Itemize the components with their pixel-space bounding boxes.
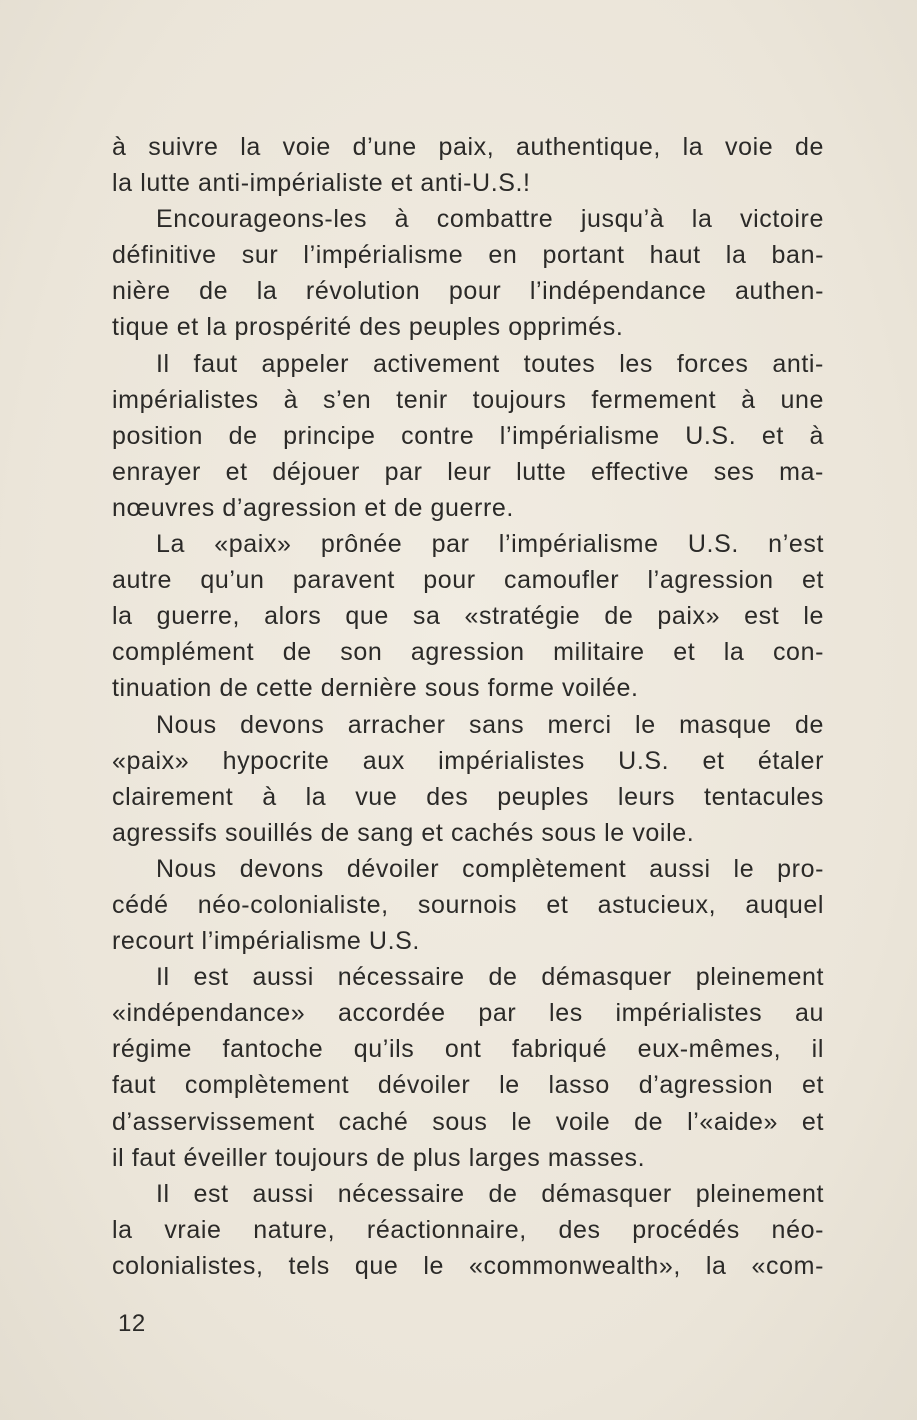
text-line: définitive sur l’impérialisme en portant haut la ban- [112,241,824,270]
text-line: impérialistes à s’en tenir toujours fermement à une [112,385,824,414]
text-line: tique et la prospérité des peuples opprimés. [112,313,624,342]
text-line: autre qu’un paravent pour camoufler l’agression et [112,566,824,595]
text-line: Encourageons-les à combattre jusqu’à la victoire [156,205,824,234]
text-line: Il est aussi nécessaire de démasquer pleinement [156,963,824,992]
text-line: Il est aussi nécessaire de démasquer pleinement [156,1179,824,1208]
text-line: complément de son agression militaire et la con- [112,638,824,667]
text-line: nière de la révolution pour l’indépendance authen- [112,277,824,306]
text-line: faut complètement dévoiler le lasso d’agression et [112,1071,824,1100]
text-line: la lutte anti-impérialiste et anti-U.S.! [112,169,531,198]
text-line: régime fantoche qu’ils ont fabriqué eux-mêmes, il [112,1035,824,1064]
text-line: nœuvres d’agression et de guerre. [112,493,514,522]
text-line: colonialistes, tels que le «commonwealth», la «com- [112,1251,824,1280]
text-line: La «paix» prônée par l’impérialisme U.S. n’est [156,530,824,559]
page-number: 12 [118,1310,146,1337]
text-line: la guerre, alors que sa «stratégie de paix» est le [112,602,824,631]
text-line: Il faut appeler activement toutes les forces anti- [156,349,824,378]
body-text [112,129,824,1284]
text-line: Nous devons dévoiler complètement aussi le pro- [156,854,824,883]
text-line: position de principe contre l’impérialisme U.S. et à [112,421,824,450]
text-line: Nous devons arracher sans merci le masque de [156,710,824,739]
text-line: à suivre la voie d’une paix, authentique, la voie de [112,133,824,161]
text-line: il faut éveiller toujours de plus larges masses. [112,1143,646,1172]
text-line: la vraie nature, réactionnaire, des procédés néo- [112,1215,824,1244]
text-line: agressifs souillés de sang et cachés sous le voile. [112,818,695,847]
text-line: d’asservissement caché sous le voile de l’«aide» et [112,1107,824,1136]
text-line: «paix» hypocrite aux impérialistes U.S. et étaler [112,746,824,775]
text-line: cédé néo-colonialiste, sournois et astucieux, auquel [112,890,824,919]
text-line: enrayer et déjouer par leur lutte effective ses ma- [112,457,824,486]
text-line: recourt l’impérialisme U.S. [112,927,420,956]
text-line: tinuation de cette dernière sous forme voilée. [112,674,639,703]
text-line: clairement à la vue des peuples leurs tentacules [112,782,824,811]
text-line: «indépendance» accordée par les impérialistes au [112,999,824,1028]
